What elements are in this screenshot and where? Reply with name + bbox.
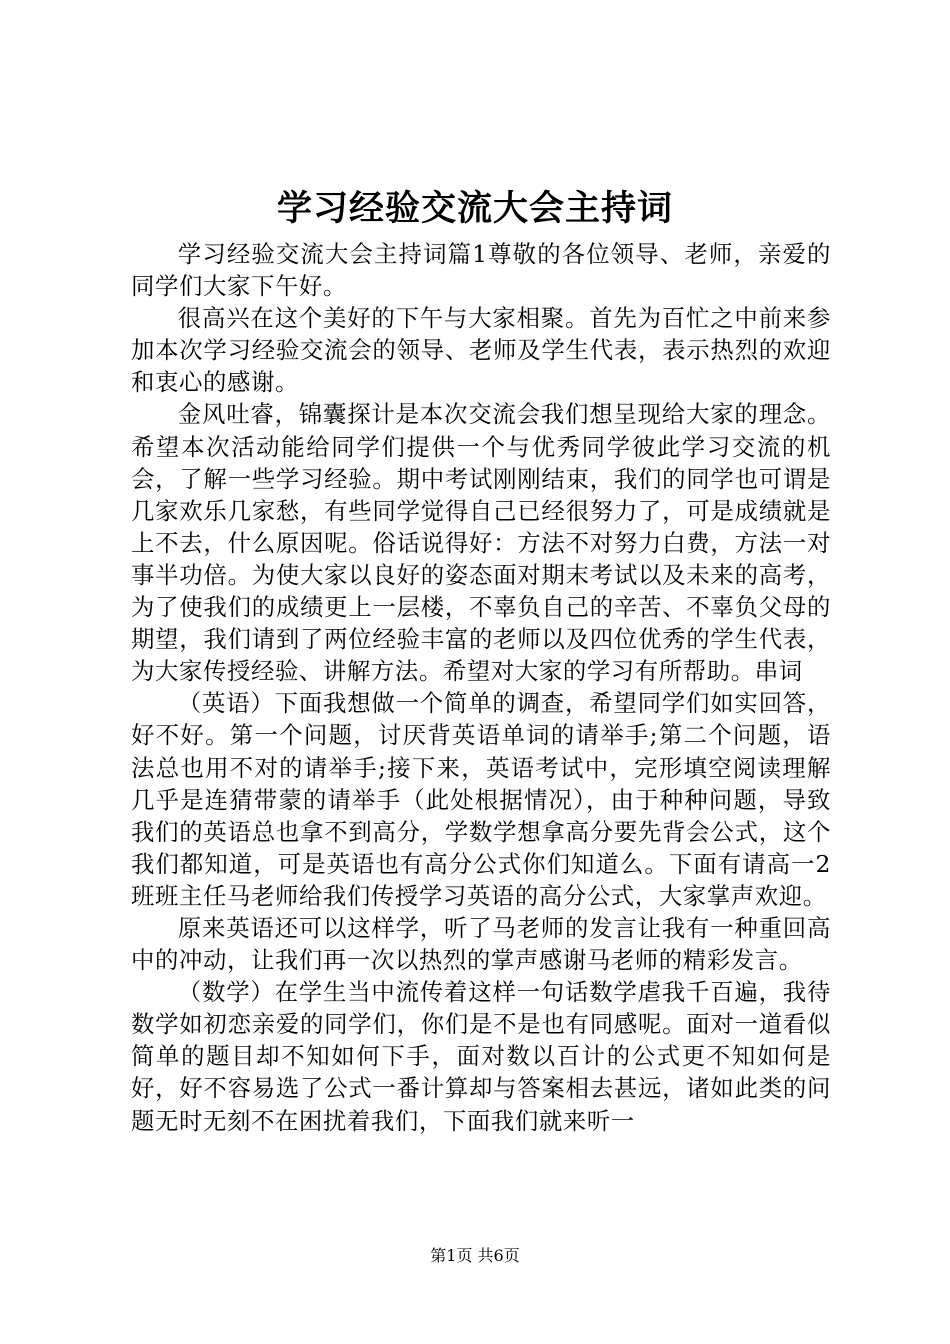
document-body [131,238,831,1137]
paragraph: 学习经验交流大会主持词篇1尊敬的各位领导、老师，亲爱的同学们大家下午好。 [131,240,831,301]
paragraph: （英语）下面我想做一个简单的调查，希望同学们如实回答，好不好。第一个问题，讨厌背英语单词的请举手;第二个问题，语法总也用不对的请举手;接下来，英语考试中，完形填空阅读理解几乎是连猜带蒙的请举手（此处根据情况），由于种种问题，导致我们的英语总也拿不到高分，学数学想拿高分要先背会公式，这个我们都知道，可是英语也有高分公式你们知道么。下面有请高一2班班主任马老师给我们传授学习英语的高分公式，大家掌声欢迎。 [131,689,831,910]
page-number-footer: 第1页 共6页 [430,1246,520,1265]
document-title: 学习经验交流大会主持词 [276,188,673,229]
paragraph: 原来英语还可以这样学，听了马老师的发言让我有一种重回高中的冲动，让我们再一次以热烈的掌声感谢马老师的精彩发言。 [131,913,831,975]
paragraph: 很高兴在这个美好的下午与大家相聚。首先为百忙之中前来参加本次学习经验交流会的领导、老师及学生代表，表示热烈的欢迎和衷心的感谢。 [131,304,831,397]
paragraph: 金风吐睿，锦囊探计是本次交流会我们想呈现给大家的理念。希望本次活动能给同学们提供一个与优秀同学彼此学习交流的机会，了解一些学习经验。期中考试刚刚结束，我们的同学也可谓是几家欢乐几家愁，有些同学觉得自己已经很努力了，可是成绩就是上不去，什么原因呢。俗话说得好：方法不对努力白费，方法一对事半功倍。为使大家以良好的姿态面对期末考试以及未来的高考，为了使我们的成绩更上一层楼，不辜负自己的辛苦、不辜负父母的期望，我们请到了两位经验丰富的老师以及四位优秀的学生代表，为大家传授经验、讲解方法。希望对大家的学习有所帮助。串词 [131,400,831,686]
paragraph: （数学）在学生当中流传着这样一句话数学虐我千百遍，我待数学如初恋亲爱的同学们，你们是不是也有同感呢。面对一道看似简单的题目却不知如何下手，面对数以百计的公式更不知如何是好，好不容易选了公式一番计算却与答案相去甚远，诸如此类的问题无时无刻不在困扰着我们，下面我们就来听一 [131,978,831,1135]
